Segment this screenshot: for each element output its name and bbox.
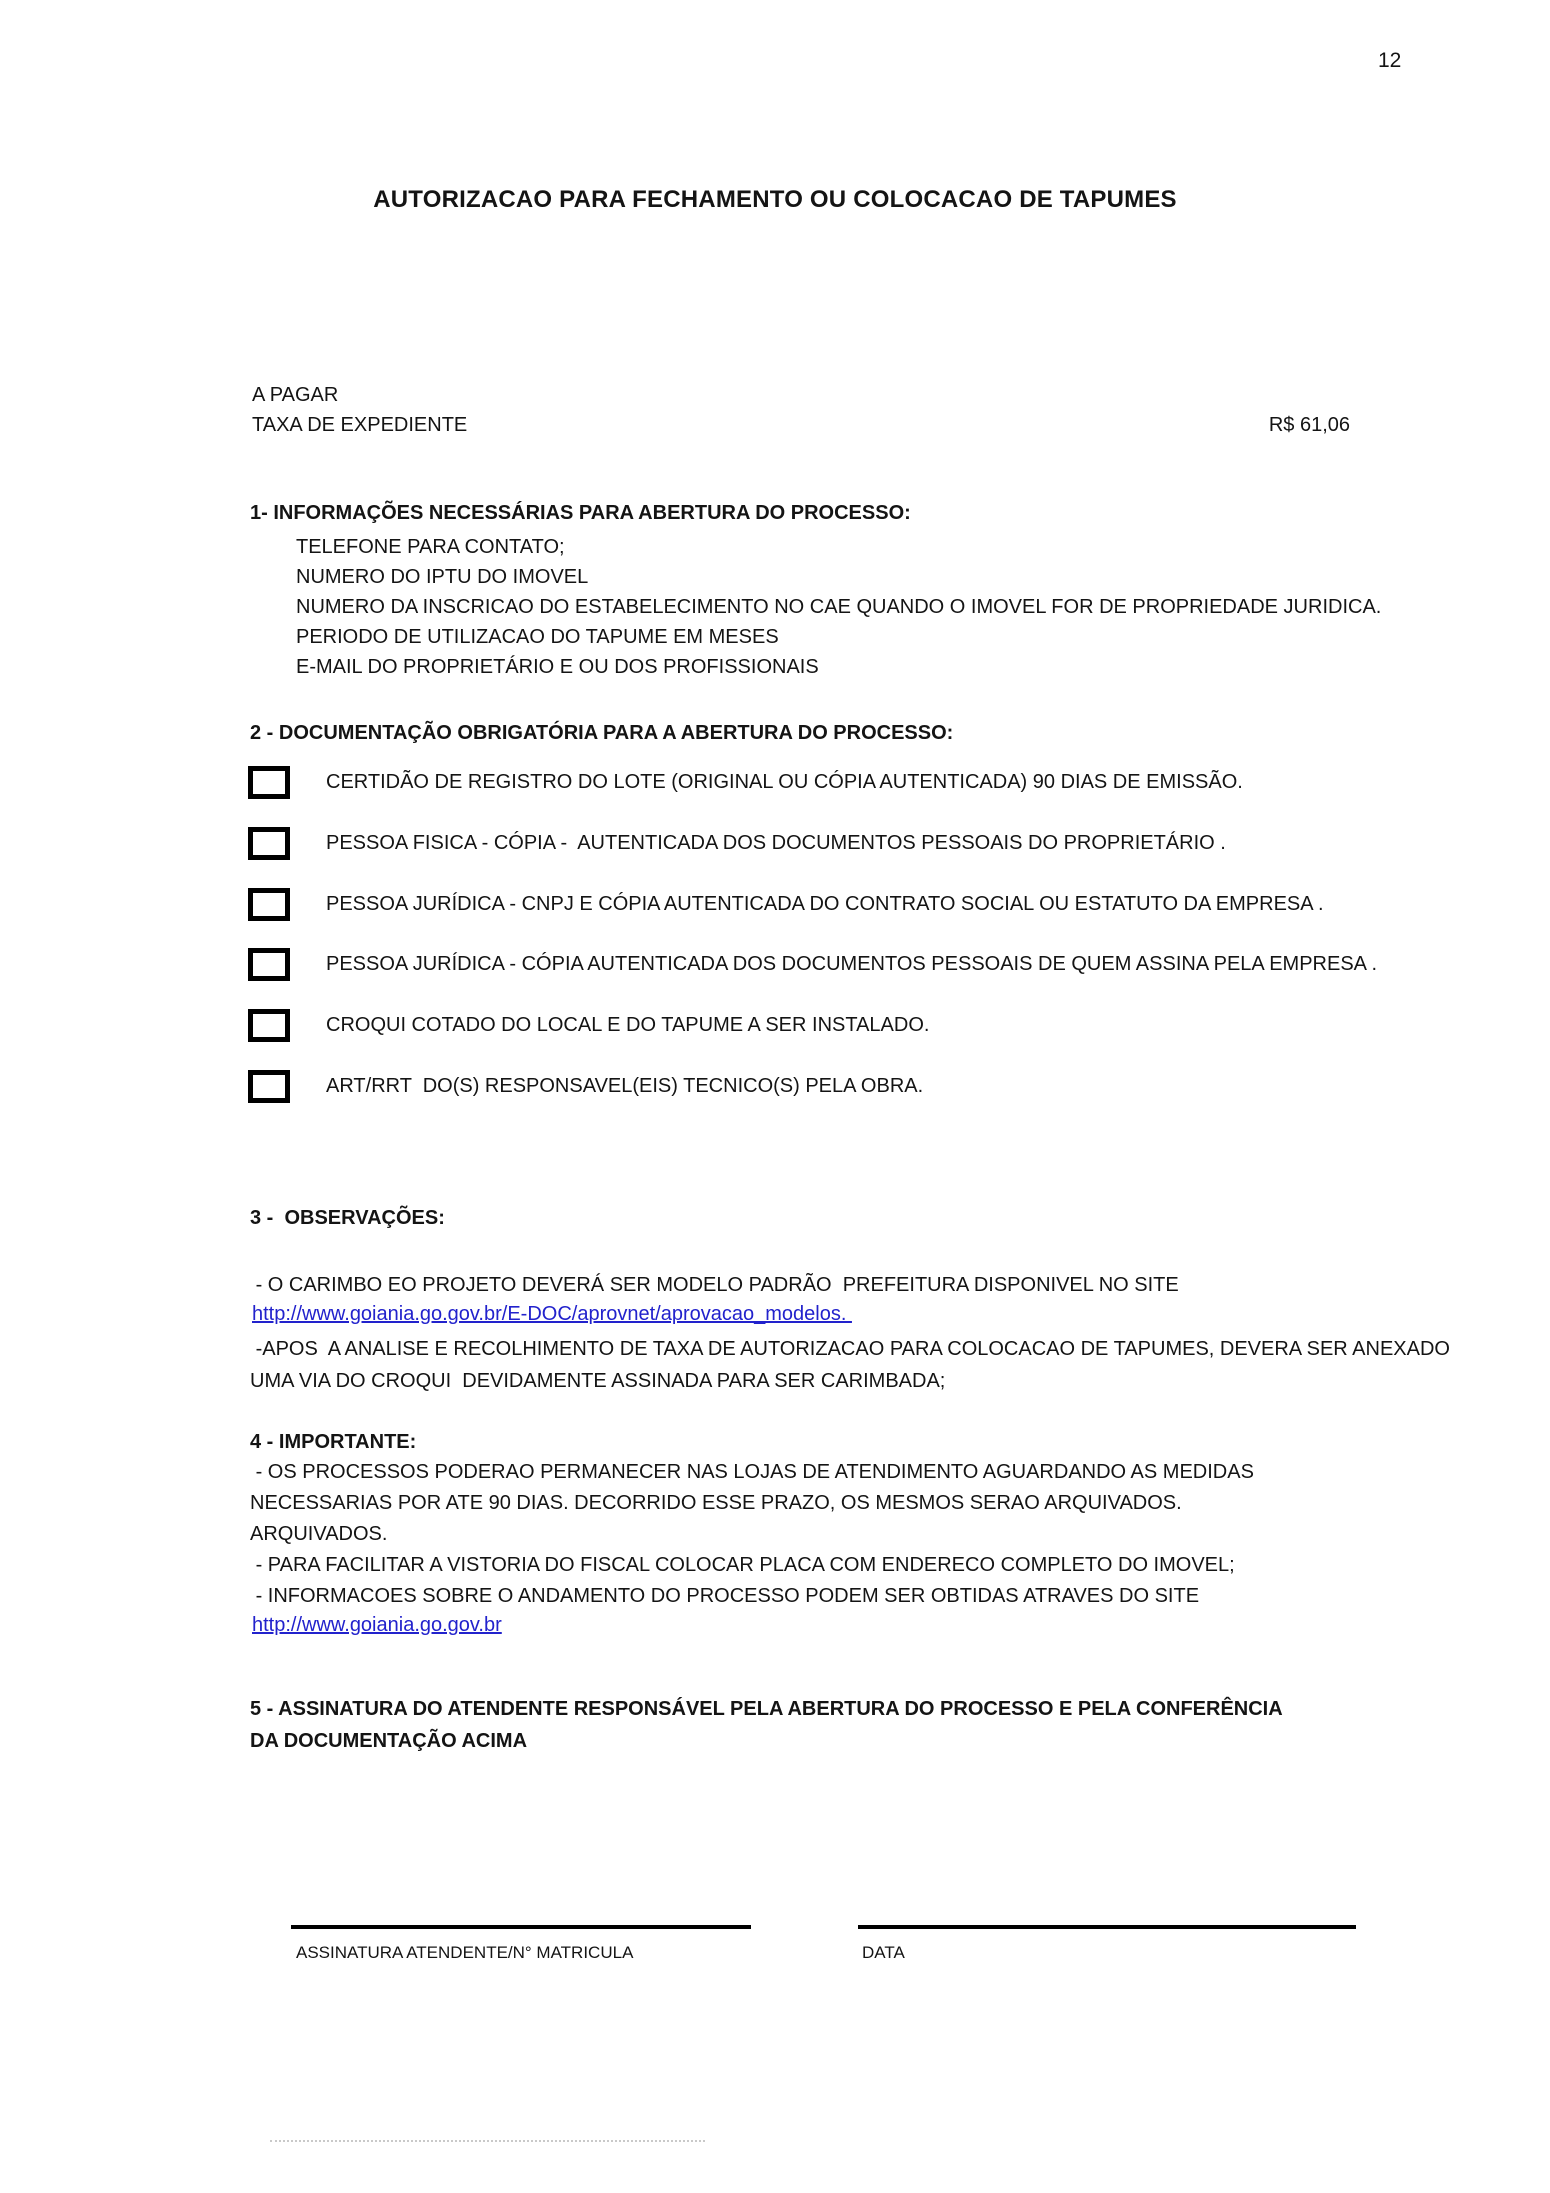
checkbox-label: PESSOA JURÍDICA - CNPJ E CÓPIA AUTENTICADA DO CONTRATO SOCIAL OU ESTATUTO DA EMPRESA .	[326, 893, 1324, 915]
section3-line: - O CARIMBO EO PROJETO DEVERÁ SER MODELO PADRÃO PREFEITURA DISPONIVEL NO SITE	[250, 1274, 1179, 1296]
section1-item: NUMERO DA INSCRICAO DO ESTABELECIMENTO NO CAE QUANDO O IMOVEL FOR DE PROPRIEDADE JURIDICA.	[296, 596, 1382, 618]
fee-amount: R$ 61,06	[1268, 414, 1350, 436]
checkbox-label: PESSOA JURÍDICA - CÓPIA AUTENTICADA DOS DOCUMENTOS PESSOAIS DE QUEM ASSINA PELA EMPRESA .	[326, 953, 1378, 975]
section2-heading: 2 - DOCUMENTAÇÃO OBRIGATÓRIA PARA A ABERTURA DO PROCESSO:	[250, 722, 954, 744]
checkbox-label: CROQUI COTADO DO LOCAL E DO TAPUME A SER INSTALADO.	[326, 1014, 930, 1036]
section4-line: - OS PROCESSOS PODERAO PERMANECER NAS LOJAS DE ATENDIMENTO AGUARDANDO AS MEDIDAS	[250, 1461, 1254, 1483]
link-goiania-site[interactable]: http://www.goiania.go.gov.br	[252, 1614, 502, 1636]
signature-date-label: DATA	[862, 1943, 905, 1962]
checkbox[interactable]	[248, 948, 290, 981]
signature-line-date	[858, 1925, 1356, 1929]
checklist-row	[248, 888, 1324, 921]
signature-line-attendant	[291, 1925, 751, 1929]
section3-line: -APOS A ANALISE E RECOLHIMENTO DE TAXA DE AUTORIZACAO PARA COLOCACAO DE TAPUMES, DEVERA SER ANEXADO	[250, 1338, 1450, 1360]
dotted-separator	[270, 2140, 705, 2142]
checkbox[interactable]	[248, 827, 290, 860]
section1-item: TELEFONE PARA CONTATO;	[296, 536, 565, 558]
section4-line: NECESSARIAS POR ATE 90 DIAS. DECORRIDO ESSE PRAZO, OS MESMOS SERAO ARQUIVADOS.	[250, 1492, 1182, 1514]
checklist-row	[248, 1070, 923, 1103]
checkbox-label: CERTIDÃO DE REGISTRO DO LOTE (ORIGINAL OU CÓPIA AUTENTICADA) 90 DIAS DE EMISSÃO.	[326, 771, 1243, 793]
checklist-row	[248, 1009, 929, 1042]
section4-line: - PARA FACILITAR A VISTORIA DO FISCAL COLOCAR PLACA COM ENDERECO COMPLETO DO IMOVEL;	[250, 1554, 1235, 1576]
section3-heading: 3 - OBSERVAÇÕES:	[250, 1207, 445, 1229]
section5-heading-line1: 5 - ASSINATURA DO ATENDENTE RESPONSÁVEL PELA ABERTURA DO PROCESSO E PELA CONFERÊNCIA	[250, 1698, 1283, 1720]
link-aprovacao-modelos[interactable]: http://www.goiania.go.gov.br/E-DOC/aprovnet/aprovacao_modelos.	[252, 1303, 852, 1325]
checkbox[interactable]	[248, 1009, 290, 1042]
section1-item: E-MAIL DO PROPRIETÁRIO E OU DOS PROFISSIONAIS	[296, 656, 819, 678]
checklist-row	[248, 766, 1243, 799]
document-title: AUTORIZACAO PARA FECHAMENTO OU COLOCACAO DE TAPUMES	[373, 186, 1177, 213]
section1-item: PERIODO DE UTILIZACAO DO TAPUME EM MESES	[296, 626, 779, 648]
checkbox[interactable]	[248, 888, 290, 921]
checkbox[interactable]	[248, 1070, 290, 1103]
section4-line: ARQUIVADOS.	[250, 1523, 388, 1545]
checklist-row	[248, 948, 1377, 981]
page-number: 12	[1378, 49, 1402, 72]
section3-line: UMA VIA DO CROQUI DEVIDAMENTE ASSINADA PARA SER CARIMBADA;	[250, 1370, 946, 1392]
payment-status: A PAGAR	[252, 384, 339, 406]
fee-label: TAXA DE EXPEDIENTE	[252, 414, 468, 436]
checkbox[interactable]	[248, 766, 290, 799]
section1-item: NUMERO DO IPTU DO IMOVEL	[296, 566, 589, 588]
section5-heading-line2: DA DOCUMENTAÇÃO ACIMA	[250, 1730, 528, 1752]
checkbox-label: PESSOA FISICA - CÓPIA - AUTENTICADA DOS DOCUMENTOS PESSOAIS DO PROPRIETÁRIO .	[326, 832, 1226, 854]
section1-heading: 1- INFORMAÇÕES NECESSÁRIAS PARA ABERTURA DO PROCESSO:	[250, 502, 911, 524]
section4-line: - INFORMACOES SOBRE O ANDAMENTO DO PROCESSO PODEM SER OBTIDAS ATRAVES DO SITE	[250, 1585, 1200, 1607]
checkbox-label: ART/RRT DO(S) RESPONSAVEL(EIS) TECNICO(S) PELA OBRA.	[326, 1075, 924, 1097]
checklist-row	[248, 827, 1226, 860]
section4-heading: 4 - IMPORTANTE:	[250, 1431, 417, 1453]
signature-attendant-label: ASSINATURA ATENDENTE/N° MATRICULA	[296, 1943, 634, 1962]
